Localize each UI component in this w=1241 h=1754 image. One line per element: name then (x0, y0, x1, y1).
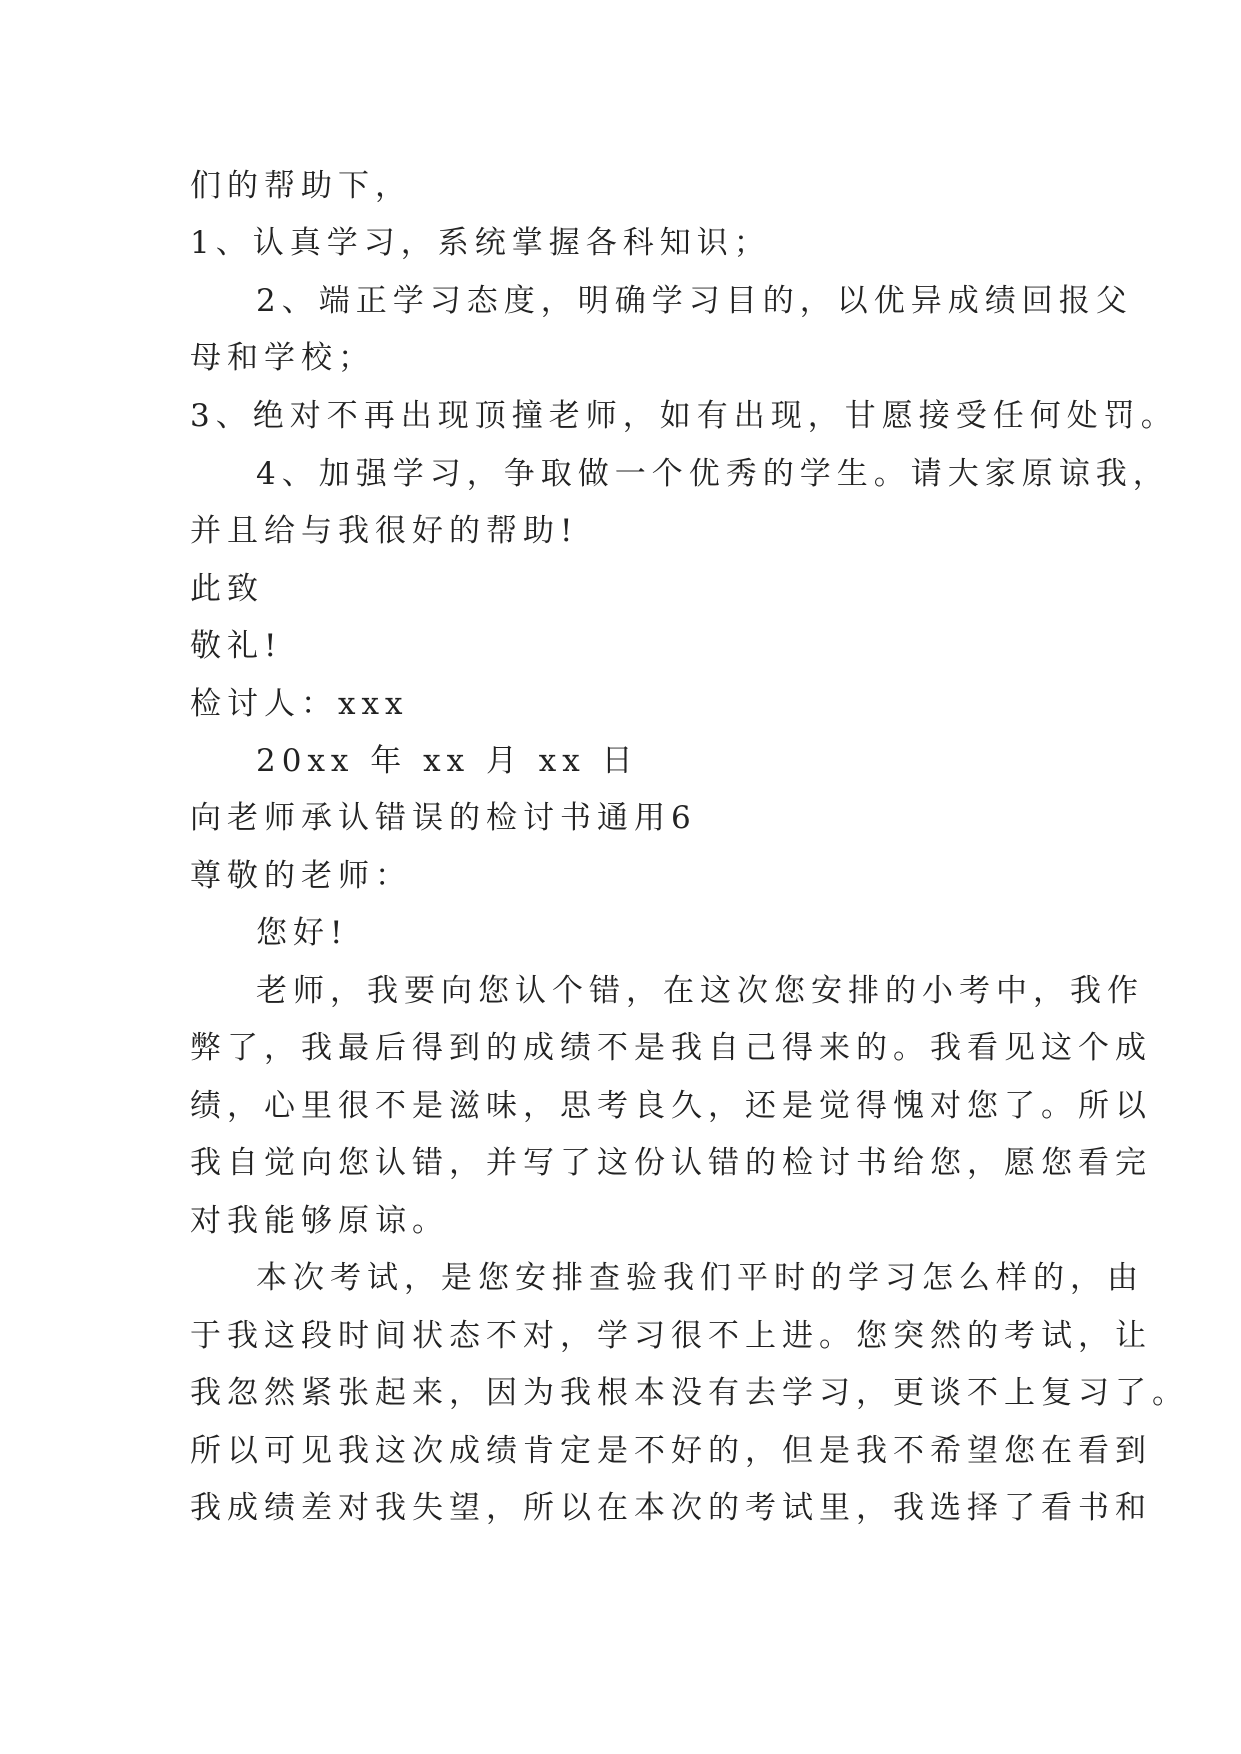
text-line: 此致 (190, 571, 264, 607)
text-line: 母和学校； (190, 340, 375, 376)
text-line: 并且给与我很好的帮助! (190, 513, 579, 549)
text-line: 绩，心里很不是滋味，思考良久，还是觉得愧对您了。所以 (190, 1088, 1152, 1124)
section-title: 向老师承认错误的检讨书通用6 (190, 800, 697, 836)
text-line: 3、绝对不再出现顶撞老师，如有出现，甘愿接受任何处罚。 (190, 398, 1178, 434)
text-line: 4、加强学习，争取做一个优秀的学生。请大家原谅我， (256, 456, 1170, 492)
text-line: 本次考试，是您安排查验我们平时的学习怎么样的，由 (256, 1260, 1144, 1296)
text-line: 所以可见我这次成绩肯定是不好的，但是我不希望您在看到 (190, 1433, 1152, 1469)
text-line: 2、端正学习态度，明确学习目的，以优异成绩回报父 (256, 283, 1133, 319)
text-line: 检讨人：xxx (190, 686, 409, 722)
text-line: 我自觉向您认错，并写了这份认错的检讨书给您，愿您看完 (190, 1145, 1152, 1181)
text-line: 我成绩差对我失望，所以在本次的考试里，我选择了看书和 (190, 1490, 1152, 1526)
text-line: 老师，我要向您认个错，在这次您安排的小考中，我作 (256, 973, 1144, 1009)
text-line: 1、认真学习，系统掌握各科知识； (190, 225, 771, 261)
text-line: 于我这段时间状态不对，学习很不上进。您突然的考试，让 (190, 1318, 1152, 1354)
date-line: 20xx 年 xx 月 xx 日 (256, 743, 639, 779)
salutation: 尊敬的老师： (190, 858, 412, 894)
text-line: 们的帮助下， (190, 168, 412, 204)
text-line: 敬礼! (190, 628, 283, 664)
text-line: 对我能够原谅。 (190, 1203, 449, 1239)
greeting: 您好! (256, 915, 349, 951)
text-line: 我忽然紧张起来，因为我根本没有去学习，更谈不上复习了。 (190, 1375, 1189, 1411)
text-line: 弊了，我最后得到的成绩不是我自己得来的。我看见这个成 (190, 1030, 1152, 1066)
